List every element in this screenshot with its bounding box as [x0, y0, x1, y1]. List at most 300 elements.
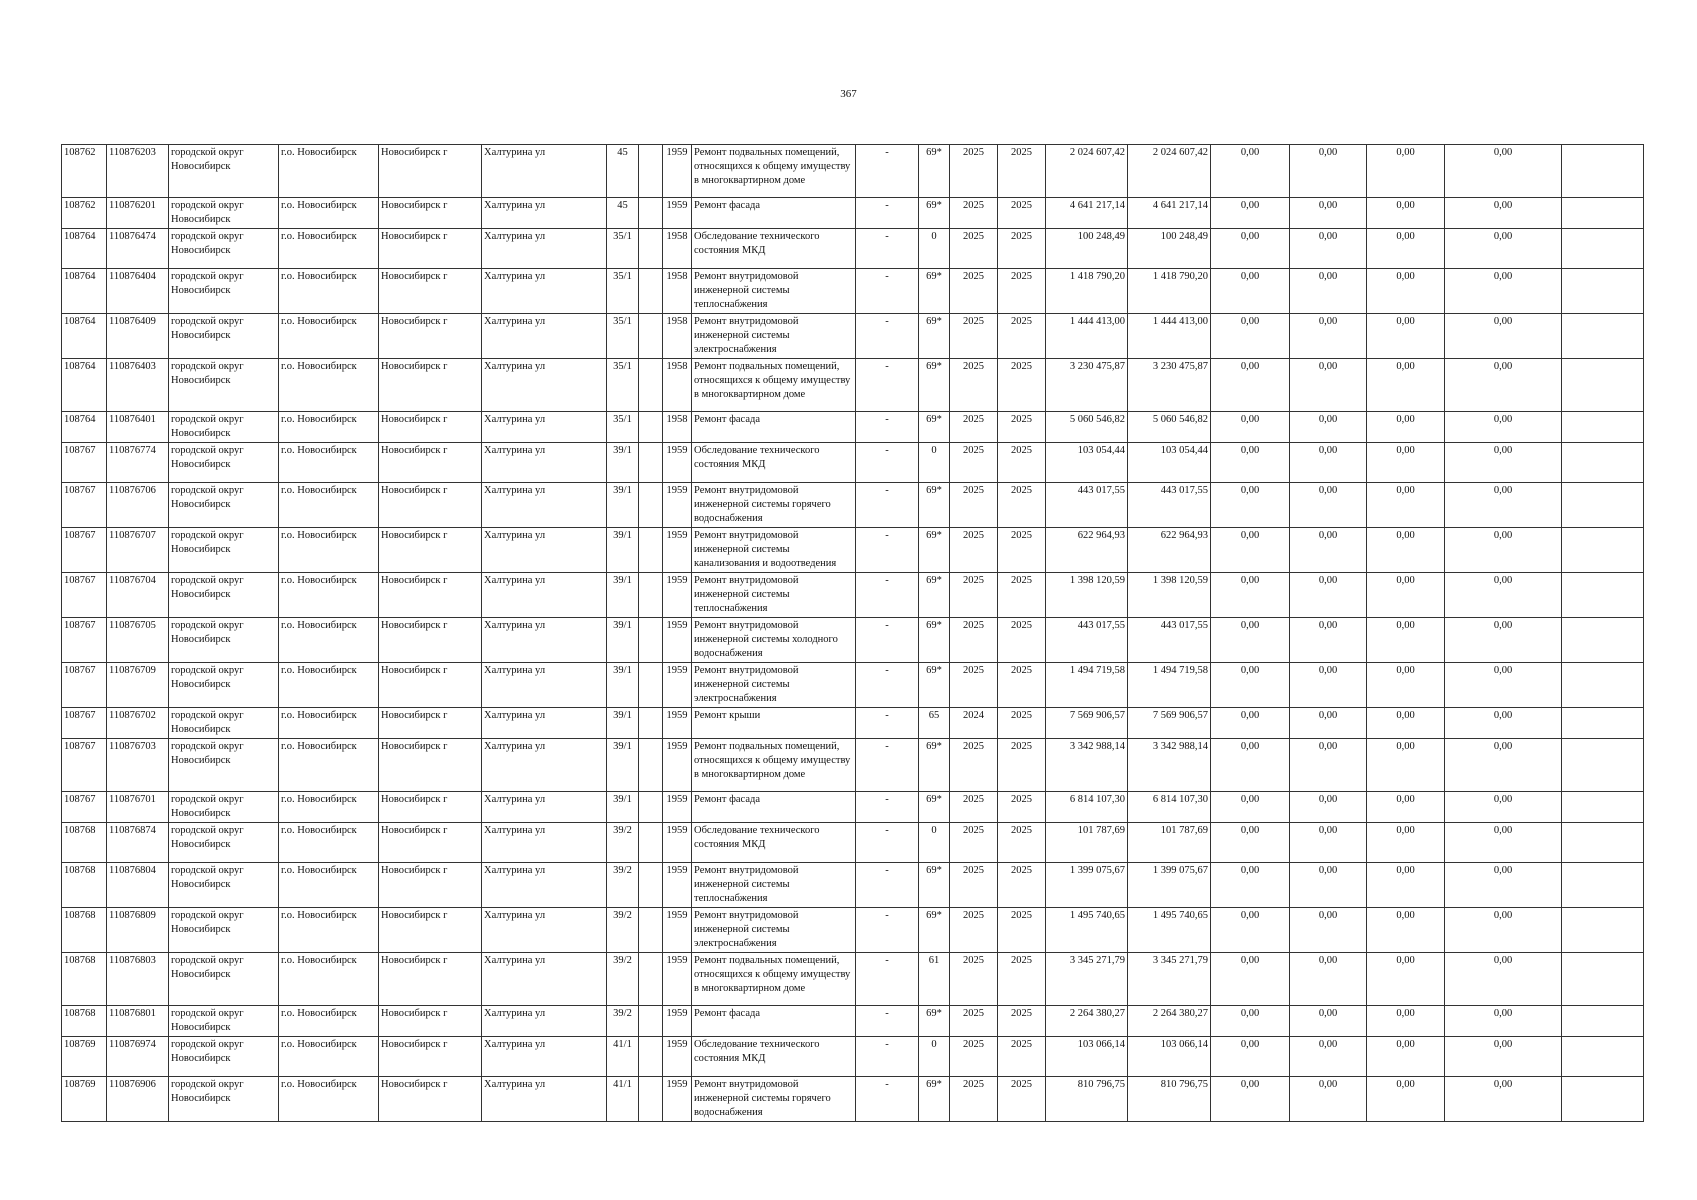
cell-value-4: 0,00 [1445, 269, 1562, 314]
cell-end-year: 2025 [998, 953, 1046, 1006]
cell-value-5 [1562, 314, 1644, 359]
cell-value-3: 0,00 [1367, 708, 1445, 739]
cell-code: 110876474 [107, 229, 169, 269]
cell-total: 103 066,14 [1128, 1037, 1211, 1077]
cell-value-5 [1562, 708, 1644, 739]
cell-wear: 69* [919, 573, 950, 618]
cell-value-4: 0,00 [1445, 443, 1562, 483]
cell-value-1: 0,00 [1211, 359, 1290, 412]
cell-start-year: 2025 [950, 198, 998, 229]
cell-municipality: г.о. Новосибирск [279, 229, 379, 269]
cell-value-2: 0,00 [1290, 198, 1367, 229]
cell-code: 110876704 [107, 573, 169, 618]
cell-district: городской округ Новосибирск [169, 412, 279, 443]
cell-dash: - [856, 792, 919, 823]
cell-end-year: 2025 [998, 359, 1046, 412]
cell-id: 108764 [62, 269, 107, 314]
cell-street: Халтурина ул [482, 528, 607, 573]
cell-year: 1959 [663, 863, 692, 908]
cell-value-5 [1562, 483, 1644, 528]
cell-cost: 1 494 719,58 [1046, 663, 1128, 708]
cell-start-year: 2025 [950, 663, 998, 708]
cell-value-3: 0,00 [1367, 198, 1445, 229]
cell-id: 108768 [62, 863, 107, 908]
cell-value-3: 0,00 [1367, 618, 1445, 663]
cell-value-5 [1562, 863, 1644, 908]
cell-municipality: г.о. Новосибирск [279, 443, 379, 483]
cell-value-5 [1562, 908, 1644, 953]
cell-value-2: 0,00 [1290, 269, 1367, 314]
cell-total: 443 017,55 [1128, 618, 1211, 663]
cell-total: 2 264 380,27 [1128, 1006, 1211, 1037]
page-number: 367 [840, 88, 857, 100]
cell-dash: - [856, 145, 919, 198]
table-row [62, 792, 1644, 823]
table-row [62, 739, 1644, 792]
cell-value-3: 0,00 [1367, 953, 1445, 1006]
cell-house: 39/2 [607, 908, 639, 953]
cell-house: 39/1 [607, 483, 639, 528]
cell-value-1: 0,00 [1211, 823, 1290, 863]
cell-year: 1959 [663, 708, 692, 739]
cell-extra [639, 663, 663, 708]
cell-value-3: 0,00 [1367, 573, 1445, 618]
cell-wear: 69* [919, 1006, 950, 1037]
cell-house: 39/2 [607, 823, 639, 863]
cell-total: 103 054,44 [1128, 443, 1211, 483]
cell-end-year: 2025 [998, 229, 1046, 269]
cell-locality: Новосибирск г [379, 229, 482, 269]
cell-code: 110876701 [107, 792, 169, 823]
cell-work-type: Ремонт внутридомовой инженерной системы горячего водоснабжения [692, 483, 856, 528]
cell-work-type: Ремонт подвальных помещений, относящихся к общему имуществу в многоквартирном доме [692, 739, 856, 792]
cell-dash: - [856, 269, 919, 314]
cell-dash: - [856, 1077, 919, 1122]
cell-end-year: 2025 [998, 618, 1046, 663]
cell-code: 110876201 [107, 198, 169, 229]
cell-extra [639, 412, 663, 443]
cell-end-year: 2025 [998, 269, 1046, 314]
cell-wear: 65 [919, 708, 950, 739]
cell-wear: 69* [919, 618, 950, 663]
cell-value-1: 0,00 [1211, 1037, 1290, 1077]
cell-work-type: Ремонт внутридомовой инженерной системы холодного водоснабжения [692, 618, 856, 663]
cell-street: Халтурина ул [482, 198, 607, 229]
cell-value-4: 0,00 [1445, 908, 1562, 953]
cell-code: 110876801 [107, 1006, 169, 1037]
cell-start-year: 2025 [950, 359, 998, 412]
cell-code: 110876401 [107, 412, 169, 443]
cell-total: 1 444 413,00 [1128, 314, 1211, 359]
cell-end-year: 2025 [998, 573, 1046, 618]
cell-work-type: Ремонт фасада [692, 792, 856, 823]
cell-end-year: 2025 [998, 1006, 1046, 1037]
cell-total: 622 964,93 [1128, 528, 1211, 573]
cell-locality: Новосибирск г [379, 618, 482, 663]
cell-extra [639, 863, 663, 908]
cell-extra [639, 1006, 663, 1037]
cell-locality: Новосибирск г [379, 739, 482, 792]
cell-end-year: 2025 [998, 412, 1046, 443]
cell-extra [639, 359, 663, 412]
table-row [62, 359, 1644, 412]
cell-wear: 69* [919, 528, 950, 573]
cell-wear: 69* [919, 792, 950, 823]
cell-end-year: 2025 [998, 145, 1046, 198]
cell-value-3: 0,00 [1367, 1077, 1445, 1122]
cell-cost: 1 418 790,20 [1046, 269, 1128, 314]
cell-start-year: 2025 [950, 863, 998, 908]
cell-value-2: 0,00 [1290, 618, 1367, 663]
cell-dash: - [856, 708, 919, 739]
cell-street: Халтурина ул [482, 1037, 607, 1077]
cell-id: 108768 [62, 953, 107, 1006]
cell-locality: Новосибирск г [379, 823, 482, 863]
cell-cost: 3 345 271,79 [1046, 953, 1128, 1006]
cell-extra [639, 618, 663, 663]
cell-value-2: 0,00 [1290, 792, 1367, 823]
cell-house: 35/1 [607, 269, 639, 314]
cell-value-1: 0,00 [1211, 953, 1290, 1006]
cell-code: 110876702 [107, 708, 169, 739]
cell-value-5 [1562, 229, 1644, 269]
cell-value-3: 0,00 [1367, 1037, 1445, 1077]
cell-work-type: Ремонт внутридомовой инженерной системы канализования и водоотведения [692, 528, 856, 573]
cell-district: городской округ Новосибирск [169, 229, 279, 269]
cell-start-year: 2025 [950, 269, 998, 314]
table-row [62, 908, 1644, 953]
cell-id: 108768 [62, 1006, 107, 1037]
cell-value-3: 0,00 [1367, 663, 1445, 708]
cell-start-year: 2025 [950, 443, 998, 483]
cell-district: городской округ Новосибирск [169, 663, 279, 708]
cell-year: 1958 [663, 412, 692, 443]
cell-end-year: 2025 [998, 483, 1046, 528]
cell-value-3: 0,00 [1367, 443, 1445, 483]
cell-district: городской округ Новосибирск [169, 483, 279, 528]
cell-value-3: 0,00 [1367, 739, 1445, 792]
cell-value-3: 0,00 [1367, 863, 1445, 908]
cell-extra [639, 739, 663, 792]
cell-municipality: г.о. Новосибирск [279, 618, 379, 663]
cell-id: 108762 [62, 145, 107, 198]
cell-value-2: 0,00 [1290, 314, 1367, 359]
cell-value-5 [1562, 1077, 1644, 1122]
cell-municipality: г.о. Новосибирск [279, 823, 379, 863]
cell-total: 100 248,49 [1128, 229, 1211, 269]
cell-value-4: 0,00 [1445, 573, 1562, 618]
cell-extra [639, 573, 663, 618]
cell-end-year: 2025 [998, 863, 1046, 908]
cell-year: 1959 [663, 198, 692, 229]
cell-locality: Новосибирск г [379, 1037, 482, 1077]
cell-start-year: 2025 [950, 739, 998, 792]
cell-end-year: 2025 [998, 823, 1046, 863]
cell-work-type: Обследование технического состояния МКД [692, 229, 856, 269]
cell-extra [639, 908, 663, 953]
cell-code: 110876774 [107, 443, 169, 483]
cell-municipality: г.о. Новосибирск [279, 314, 379, 359]
cell-value-2: 0,00 [1290, 443, 1367, 483]
cell-street: Халтурина ул [482, 269, 607, 314]
cell-municipality: г.о. Новосибирск [279, 1006, 379, 1037]
cell-year: 1959 [663, 663, 692, 708]
cell-house: 39/1 [607, 573, 639, 618]
cell-total: 4 641 217,14 [1128, 198, 1211, 229]
cell-code: 110876706 [107, 483, 169, 528]
cell-cost: 1 399 075,67 [1046, 863, 1128, 908]
cell-year: 1958 [663, 314, 692, 359]
cell-value-4: 0,00 [1445, 663, 1562, 708]
cell-street: Халтурина ул [482, 573, 607, 618]
cell-extra [639, 528, 663, 573]
cell-total: 3 345 271,79 [1128, 953, 1211, 1006]
cell-dash: - [856, 483, 919, 528]
cell-value-2: 0,00 [1290, 953, 1367, 1006]
table-row [62, 412, 1644, 443]
cell-locality: Новосибирск г [379, 269, 482, 314]
cell-value-2: 0,00 [1290, 412, 1367, 443]
cell-value-2: 0,00 [1290, 1006, 1367, 1037]
cell-work-type: Ремонт внутридомовой инженерной системы теплоснабжения [692, 863, 856, 908]
cell-value-1: 0,00 [1211, 708, 1290, 739]
cell-house: 39/1 [607, 528, 639, 573]
cell-value-1: 0,00 [1211, 739, 1290, 792]
cell-wear: 61 [919, 953, 950, 1006]
cell-total: 810 796,75 [1128, 1077, 1211, 1122]
cell-id: 108769 [62, 1037, 107, 1077]
cell-value-4: 0,00 [1445, 1006, 1562, 1037]
cell-street: Халтурина ул [482, 739, 607, 792]
cell-locality: Новосибирск г [379, 792, 482, 823]
cell-code: 110876709 [107, 663, 169, 708]
cell-value-1: 0,00 [1211, 229, 1290, 269]
cell-district: городской округ Новосибирск [169, 359, 279, 412]
cell-house: 39/1 [607, 739, 639, 792]
cell-district: городской округ Новосибирск [169, 953, 279, 1006]
cell-year: 1959 [663, 573, 692, 618]
cell-extra [639, 953, 663, 1006]
cell-house: 35/1 [607, 314, 639, 359]
cell-house: 35/1 [607, 229, 639, 269]
cell-value-1: 0,00 [1211, 573, 1290, 618]
cell-wear: 69* [919, 908, 950, 953]
cell-total: 1 398 120,59 [1128, 573, 1211, 618]
cell-id: 108767 [62, 708, 107, 739]
cell-value-1: 0,00 [1211, 618, 1290, 663]
cell-value-2: 0,00 [1290, 663, 1367, 708]
cell-work-type: Ремонт внутридомовой инженерной системы электроснабжения [692, 314, 856, 359]
cell-code: 110876404 [107, 269, 169, 314]
cell-work-type: Обследование технического состояния МКД [692, 1037, 856, 1077]
table-row [62, 528, 1644, 573]
cell-year: 1959 [663, 739, 692, 792]
cell-total: 3 342 988,14 [1128, 739, 1211, 792]
cell-municipality: г.о. Новосибирск [279, 145, 379, 198]
cell-street: Халтурина ул [482, 708, 607, 739]
cell-value-1: 0,00 [1211, 792, 1290, 823]
cell-end-year: 2025 [998, 792, 1046, 823]
cell-dash: - [856, 739, 919, 792]
cell-code: 110876804 [107, 863, 169, 908]
cell-start-year: 2025 [950, 314, 998, 359]
cell-municipality: г.о. Новосибирск [279, 708, 379, 739]
cell-locality: Новосибирск г [379, 359, 482, 412]
cell-total: 1 418 790,20 [1128, 269, 1211, 314]
cell-id: 108767 [62, 663, 107, 708]
cell-id: 108767 [62, 443, 107, 483]
cell-district: городской округ Новосибирск [169, 708, 279, 739]
cell-start-year: 2025 [950, 1077, 998, 1122]
cell-value-3: 0,00 [1367, 528, 1445, 573]
cell-value-5 [1562, 198, 1644, 229]
cell-locality: Новосибирск г [379, 573, 482, 618]
cell-extra [639, 1077, 663, 1122]
cell-district: городской округ Новосибирск [169, 145, 279, 198]
cell-dash: - [856, 1006, 919, 1037]
cell-id: 108767 [62, 573, 107, 618]
cell-cost: 1 495 740,65 [1046, 908, 1128, 953]
table-row [62, 863, 1644, 908]
cell-value-2: 0,00 [1290, 823, 1367, 863]
cell-value-5 [1562, 145, 1644, 198]
cell-wear: 69* [919, 269, 950, 314]
cell-wear: 69* [919, 739, 950, 792]
table-row [62, 823, 1644, 863]
cell-house: 45 [607, 198, 639, 229]
cell-value-3: 0,00 [1367, 1006, 1445, 1037]
cell-year: 1959 [663, 908, 692, 953]
cell-value-5 [1562, 823, 1644, 863]
cell-total: 6 814 107,30 [1128, 792, 1211, 823]
cell-code: 110876203 [107, 145, 169, 198]
cell-district: городской округ Новосибирск [169, 739, 279, 792]
cell-code: 110876703 [107, 739, 169, 792]
cell-work-type: Ремонт подвальных помещений, относящихся к общему имуществу в многоквартирном доме [692, 359, 856, 412]
cell-district: городской округ Новосибирск [169, 528, 279, 573]
cell-end-year: 2025 [998, 1077, 1046, 1122]
cell-street: Халтурина ул [482, 953, 607, 1006]
cell-cost: 3 230 475,87 [1046, 359, 1128, 412]
cell-value-3: 0,00 [1367, 823, 1445, 863]
cell-district: городской округ Новосибирск [169, 573, 279, 618]
cell-district: городской округ Новосибирск [169, 1077, 279, 1122]
cell-value-1: 0,00 [1211, 908, 1290, 953]
cell-street: Халтурина ул [482, 229, 607, 269]
cell-id: 108762 [62, 198, 107, 229]
cell-district: городской округ Новосибирск [169, 314, 279, 359]
cell-cost: 810 796,75 [1046, 1077, 1128, 1122]
cell-total: 1 494 719,58 [1128, 663, 1211, 708]
cell-work-type: Ремонт внутридомовой инженерной системы электроснабжения [692, 663, 856, 708]
cell-value-2: 0,00 [1290, 573, 1367, 618]
cell-total: 443 017,55 [1128, 483, 1211, 528]
cell-house: 39/1 [607, 792, 639, 823]
cell-district: городской округ Новосибирск [169, 1006, 279, 1037]
cell-code: 110876705 [107, 618, 169, 663]
cell-id: 108768 [62, 823, 107, 863]
cell-wear: 69* [919, 359, 950, 412]
cell-value-5 [1562, 573, 1644, 618]
cell-start-year: 2025 [950, 483, 998, 528]
cell-locality: Новосибирск г [379, 528, 482, 573]
cell-value-5 [1562, 359, 1644, 412]
cell-house: 39/2 [607, 863, 639, 908]
cell-code: 110876403 [107, 359, 169, 412]
cell-year: 1959 [663, 618, 692, 663]
cell-year: 1959 [663, 145, 692, 198]
cell-wear: 0 [919, 823, 950, 863]
cell-id: 108767 [62, 618, 107, 663]
table-row [62, 269, 1644, 314]
cell-street: Халтурина ул [482, 792, 607, 823]
cell-dash: - [856, 823, 919, 863]
cell-year: 1959 [663, 528, 692, 573]
cell-start-year: 2025 [950, 823, 998, 863]
cell-work-type: Ремонт фасада [692, 198, 856, 229]
cell-extra [639, 708, 663, 739]
cell-cost: 7 569 906,57 [1046, 708, 1128, 739]
cell-street: Халтурина ул [482, 314, 607, 359]
cell-code: 110876809 [107, 908, 169, 953]
cell-locality: Новосибирск г [379, 145, 482, 198]
cell-extra [639, 229, 663, 269]
cell-dash: - [856, 443, 919, 483]
cell-value-3: 0,00 [1367, 314, 1445, 359]
cell-value-4: 0,00 [1445, 618, 1562, 663]
cell-work-type: Ремонт фасада [692, 412, 856, 443]
cell-dash: - [856, 412, 919, 443]
cell-house: 41/1 [607, 1037, 639, 1077]
cell-value-4: 0,00 [1445, 1037, 1562, 1077]
cell-district: городской округ Новосибирск [169, 792, 279, 823]
cell-street: Халтурина ул [482, 1077, 607, 1122]
cell-value-5 [1562, 412, 1644, 443]
cell-municipality: г.о. Новосибирск [279, 1077, 379, 1122]
cell-extra [639, 269, 663, 314]
cell-id: 108764 [62, 314, 107, 359]
cell-total: 7 569 906,57 [1128, 708, 1211, 739]
cell-house: 39/1 [607, 443, 639, 483]
cell-value-3: 0,00 [1367, 145, 1445, 198]
cell-start-year: 2025 [950, 412, 998, 443]
cell-municipality: г.о. Новосибирск [279, 863, 379, 908]
cell-extra [639, 314, 663, 359]
cell-cost: 1 444 413,00 [1046, 314, 1128, 359]
cell-total: 1 399 075,67 [1128, 863, 1211, 908]
cell-district: городской округ Новосибирск [169, 198, 279, 229]
cell-district: городской округ Новосибирск [169, 443, 279, 483]
cell-municipality: г.о. Новосибирск [279, 1037, 379, 1077]
table-row [62, 663, 1644, 708]
cell-house: 39/1 [607, 663, 639, 708]
cell-cost: 100 248,49 [1046, 229, 1128, 269]
cell-start-year: 2025 [950, 908, 998, 953]
table-row [62, 483, 1644, 528]
cell-value-1: 0,00 [1211, 863, 1290, 908]
cell-dash: - [856, 314, 919, 359]
cell-dash: - [856, 908, 919, 953]
cell-value-4: 0,00 [1445, 483, 1562, 528]
table-row [62, 198, 1644, 229]
cell-cost: 101 787,69 [1046, 823, 1128, 863]
cell-dash: - [856, 229, 919, 269]
cell-locality: Новосибирск г [379, 198, 482, 229]
cell-year: 1959 [663, 1077, 692, 1122]
cell-value-5 [1562, 953, 1644, 1006]
cell-value-4: 0,00 [1445, 314, 1562, 359]
table-row [62, 229, 1644, 269]
